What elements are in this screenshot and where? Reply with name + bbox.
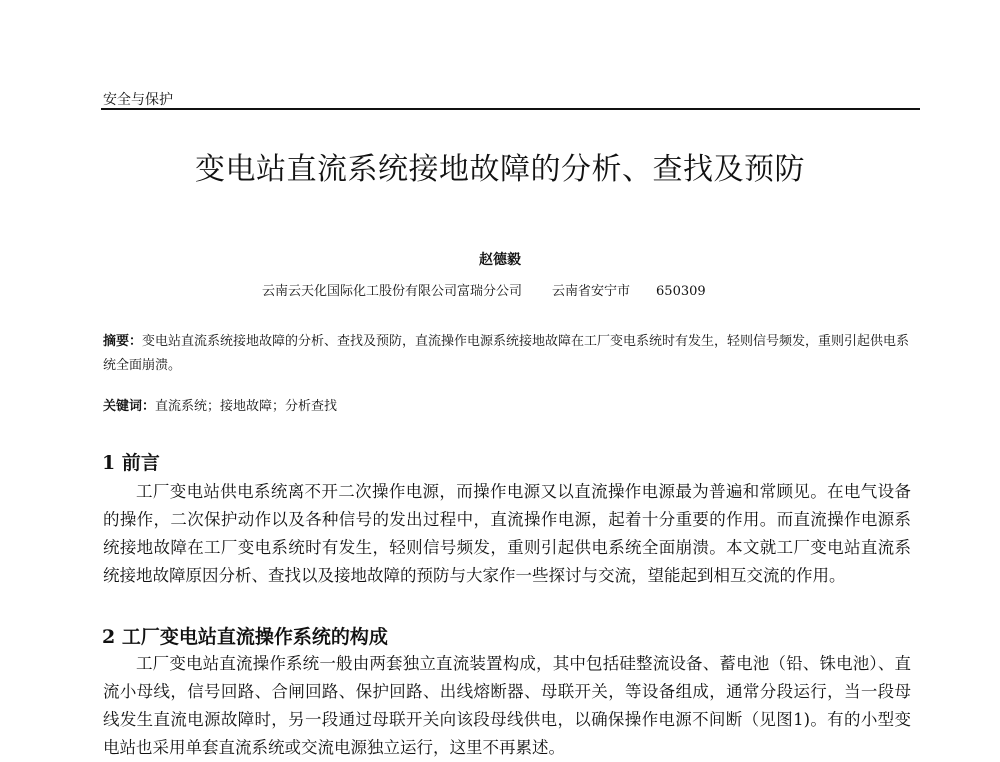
abstract-label: 摘要：	[103, 334, 143, 349]
section-tag: 安全与保护	[103, 92, 173, 108]
affiliation-organization: 云南云天化国际化工股份有限公司富瑞分公司	[262, 284, 523, 299]
keywords-label: 关键词：	[103, 399, 156, 414]
keywords-text: 直流系统；接地故障；分析查找	[155, 399, 338, 414]
section-heading-dc-system: 2 工厂变电站直流操作系统的构成	[102, 626, 388, 648]
section-body-dc-system: 工厂变电站直流操作系统一般由两套独立直流装置构成，其中包括硅整流设备、蓄电池（铅、铢电池）、直流小母线，信号回路、合闸回路、保护回路、出线熔断器、母联开关，等设备组成，通常分段运行，当一段母线发生直流电源故障时，另一段通过母联开关向该段母线供电，以确保操作电源不间断（见图1)。有的小型变电站也采用单套直流系统或交流电源独立运行，这里不再累述。	[103, 654, 911, 757]
keywords	[103, 395, 337, 414]
abstract-text: 变电站直流系统接地故障的分析、查找及预防，直流操作电源系统接地故障在工厂变电系统时有发生，轻则信号频发，重则引起供电系统全面崩溃。	[103, 334, 910, 373]
header-rule	[101, 108, 920, 110]
affiliation-location: 云南省安宁市	[552, 284, 631, 299]
affiliation-postcode: 650309	[656, 284, 706, 299]
paper-title: 变电站直流系统接地故障的分析、查找及预防	[195, 152, 805, 187]
section-heading-introduction: 1 前言	[102, 452, 160, 474]
affiliation	[262, 280, 706, 299]
abstract	[103, 330, 911, 378]
author-name: 赵德毅	[479, 252, 521, 268]
section-body-introduction: 工厂变电站供电系统离不开二次操作电源，而操作电源又以直流操作电源最为普遍和常顾见。在电气设备的操作，二次保护动作以及各种信号的发出过程中，直流操作电源，起着十分重要的作用。而直流操作电源系统接地故障在工厂变电系统时有发生，轻则信号频发，重则引起供电系统全面崩溃。本文就工厂变电站直流系统接地故障原因分析、查找以及接地故障的预防与大家作一些探讨与交流，望能起到相互交流的作用。	[103, 482, 911, 585]
